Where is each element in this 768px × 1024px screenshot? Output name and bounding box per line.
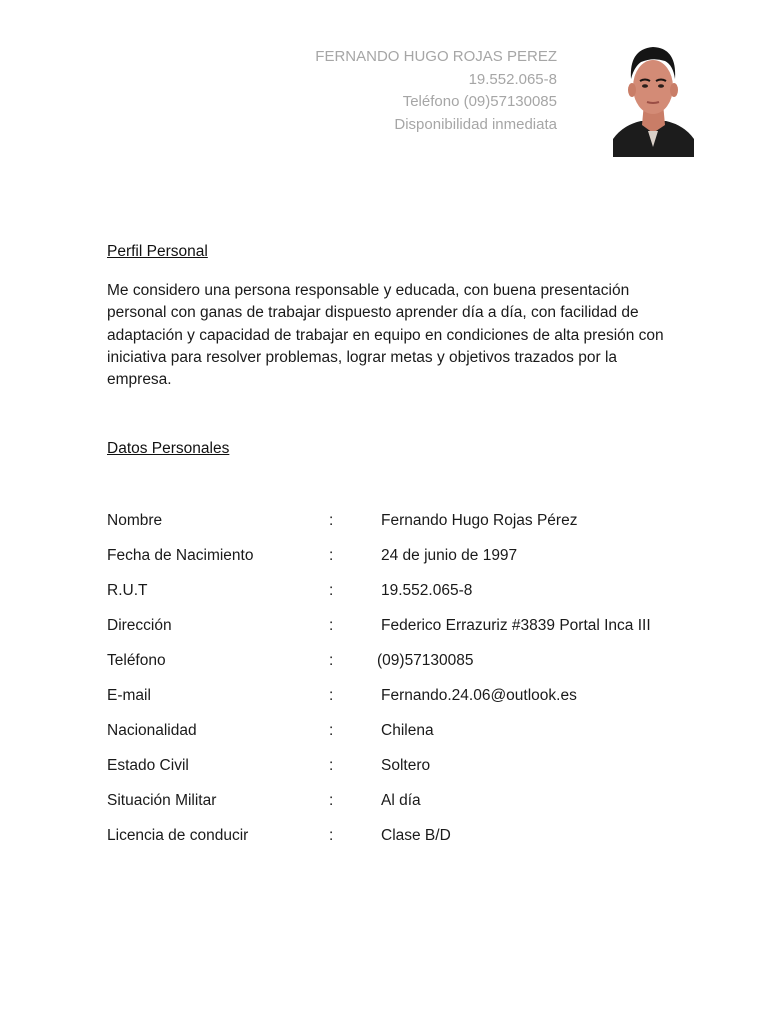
personal-row-situacion-militar: [107, 789, 707, 813]
row-label: Situación Militar: [107, 792, 217, 809]
personal-row-nacionalidad: [107, 719, 707, 743]
personal-data-section-title: Datos Personales: [107, 440, 230, 457]
row-label: Nombre: [107, 512, 163, 529]
header-contact: [315, 46, 557, 136]
row-colon: :: [329, 582, 334, 599]
row-colon: :: [329, 617, 334, 634]
row-colon: :: [329, 512, 334, 529]
row-label: R.U.T: [107, 582, 148, 599]
profile-photo: [613, 35, 694, 157]
row-label: Dirección: [107, 617, 172, 634]
row-value: Al día: [381, 792, 421, 809]
personal-row-direccion: [107, 614, 707, 638]
row-label: Licencia de conducir: [107, 827, 249, 844]
row-label: Teléfono: [107, 652, 166, 669]
row-colon: :: [329, 652, 334, 669]
row-colon: :: [329, 722, 334, 739]
personal-row-fecha-nacimiento: [107, 544, 707, 568]
profile-text: Me considero una persona responsable y educada, con buena presentación personal con ganas de trabajar dispuesto aprender día a día, con facilidad de adaptación y capacidad de trabajar en equipo en condiciones de alta presión con iniciativa para resolver problemas, lograr metas y objetivos trazados por la empresa.: [107, 282, 664, 389]
row-label: Estado Civil: [107, 757, 189, 774]
row-colon: :: [329, 547, 334, 564]
row-colon: :: [329, 757, 334, 774]
row-value: Chilena: [381, 722, 434, 739]
person-portrait-icon: [613, 35, 694, 157]
profile-section-title: Perfil Personal: [107, 243, 208, 260]
row-value: (09)57130085: [377, 652, 474, 669]
row-value: Fernando.24.06@outlook.es: [381, 687, 577, 704]
personal-row-rut: [107, 579, 707, 603]
row-value: Soltero: [381, 757, 431, 774]
header-phone: Teléfono (09)57130085: [402, 93, 557, 110]
row-value: 24 de junio de 1997: [381, 547, 518, 564]
row-label: Fecha de Nacimiento: [107, 547, 254, 564]
row-value: Clase B/D: [381, 827, 451, 844]
personal-row-estado-civil: [107, 754, 707, 778]
row-label: E-mail: [107, 687, 151, 704]
row-value: Fernando Hugo Rojas Pérez: [381, 512, 578, 529]
row-colon: :: [329, 687, 334, 704]
row-value: 19.552.065-8: [381, 582, 473, 599]
header-name: FERNANDO HUGO ROJAS PEREZ: [315, 48, 557, 65]
personal-row-email: [107, 684, 707, 708]
row-value: Federico Errazuriz #3839 Portal Inca III: [381, 617, 651, 634]
personal-row-licencia: [107, 824, 707, 848]
header-rut: 19.552.065-8: [468, 70, 557, 88]
personal-row-telefono: [107, 649, 707, 673]
row-colon: :: [329, 827, 334, 844]
row-colon: :: [329, 792, 334, 809]
personal-row-nombre: [107, 509, 707, 533]
header-availability: Disponibilidad inmediata: [394, 115, 557, 133]
row-label: Nacionalidad: [107, 722, 197, 739]
